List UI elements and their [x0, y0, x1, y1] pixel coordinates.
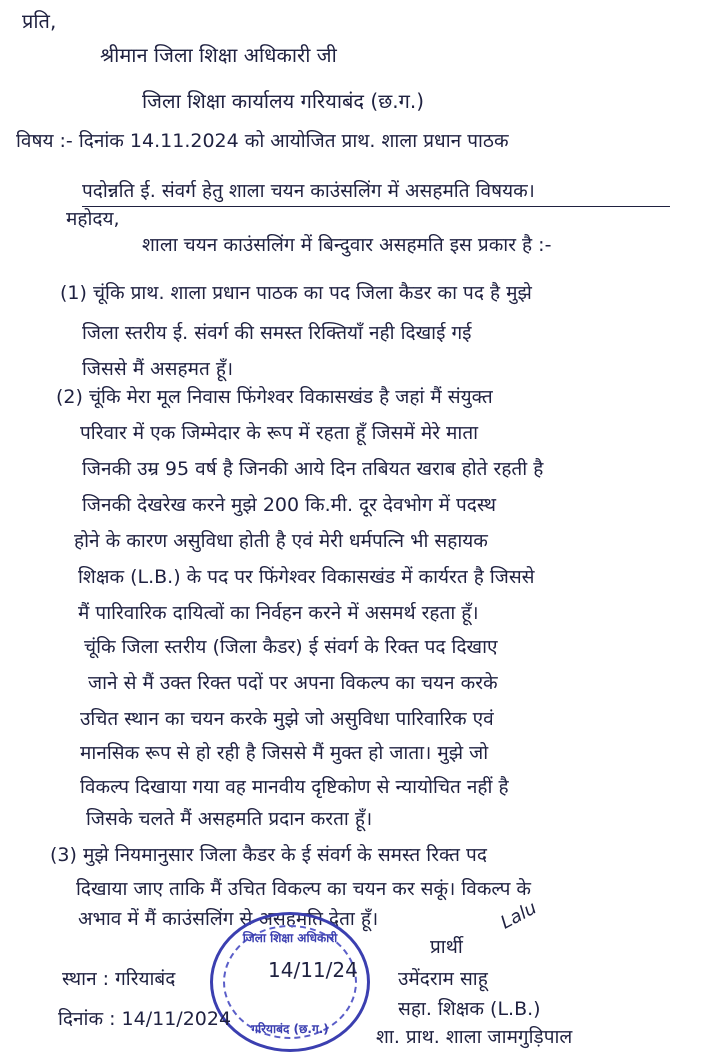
handwritten-initials: Lalu: [497, 897, 541, 934]
office-stamp: [210, 912, 370, 1052]
body-line: चूंकि जिला स्तरीय (जिला कैडर) ई संवर्ग के रिक्त पद दिखाए: [84, 636, 498, 658]
applicant-name: उमेंदराम साहू: [398, 968, 488, 990]
subject-line-1: विषय :- दिनांक 14.11.2024 को आयोजित प्राथ. शाला प्रधान पाठक: [16, 130, 509, 152]
body-line: जाने से मैं उक्त रिक्त पदों पर अपना विकल्प का चयन करके: [88, 672, 498, 694]
body-line: जिससे मैं असहमत हूँ।: [82, 358, 234, 380]
body-line: दिखाया जाए ताकि मैं उचित विकल्प का चयन कर सकूं। विकल्प के: [76, 878, 532, 900]
applicant-school: शा. प्राथ. शाला जामगुड़िपाल: [376, 1026, 573, 1048]
stamp-handwritten-date: 14/11/24: [268, 958, 358, 982]
body-line: उचित स्थान का चयन करके मुझे जो असुविधा पारिवारिक एवं: [80, 708, 494, 730]
recipient-line-1: श्रीमान जिला शिक्षा अधिकारी जी: [100, 43, 337, 67]
applicant-label: प्रार्थी: [430, 936, 463, 958]
body-line: जिनकी उम्र 95 वर्ष है जिनकी आये दिन तबियत खराब होते रहती है: [82, 458, 544, 480]
body-line: जिला स्तरीय ई. संवर्ग की समस्त रिक्तियाँ नही दिखाई गई: [82, 322, 472, 344]
salutation: महोदय,: [66, 208, 120, 230]
body-line: शिक्षक (L.B.) के पद पर फिंगेश्वर विकासखंड में कार्यरत है जिससे: [78, 566, 535, 588]
body-line: जिसके चलते मैं असहमति प्रदान करता हूँ।: [86, 808, 373, 830]
recipient-line-2: जिला शिक्षा कार्यालय गरियाबंद (छ.ग.): [142, 89, 425, 113]
stamp-bottom-text: गरियाबंद (छ.ग.): [251, 1022, 329, 1036]
body-line: मानसिक रूप से हो रही है जिससे मैं मुक्त हो जाता। मुझे जो: [80, 742, 489, 764]
salutation-prati: प्रति,: [22, 9, 57, 33]
applicant-designation: सहा. शिक्षक (L.B.): [398, 998, 541, 1020]
body-line: (3) मुझे नियमानुसार जिला कैडर के ई संवर्ग के समस्त रिक्त पद: [50, 844, 487, 866]
body-line: अभाव में मैं काउंसलिंग से असहमति देता हूँ।: [78, 908, 379, 930]
intro-line: शाला चयन काउंसलिंग में बिन्दुवार असहमति इस प्रकार है :-: [142, 234, 552, 256]
body-line: (1) चूंकि प्राथ. शाला प्रधान पाठक का पद जिला कैडर का पद है मुझे: [60, 282, 532, 304]
date-line: दिनांक : 14/11/2024: [58, 1008, 232, 1030]
body-line: विकल्प दिखाया गया वह मानवीय दृष्टिकोण से न्यायोचित नहीं है: [80, 776, 509, 798]
subject-line-2: पदोन्नति ई. संवर्ग हेतु शाला चयन काउंसलिंग में असहमति विषयक।: [82, 180, 535, 202]
body-line: परिवार में एक जिम्मेदार के रूप में रहता हूँ जिसमें मेरे माता: [80, 422, 479, 444]
subject-underline: [82, 206, 670, 207]
stamp-top-text: जिला शिक्षा अधिकारी: [242, 931, 338, 945]
body-line: मैं पारिवारिक दायित्वों का निर्वहन करने में असमर्थ रहता हूँ।: [78, 602, 479, 624]
body-line: (2) चूंकि मेरा मूल निवास फिंगेश्वर विकासखंड है जहां मैं संयुक्त: [56, 386, 493, 408]
body-line: जिनकी देखरेख करने मुझे 200 कि.मी. दूर देवभोग में पदस्थ: [82, 494, 497, 516]
place-line: स्थान : गरियाबंद: [62, 968, 176, 990]
body-line: होने के कारण असुविधा होती है एवं मेरी धर्मपत्नि भी सहायक: [74, 530, 488, 552]
